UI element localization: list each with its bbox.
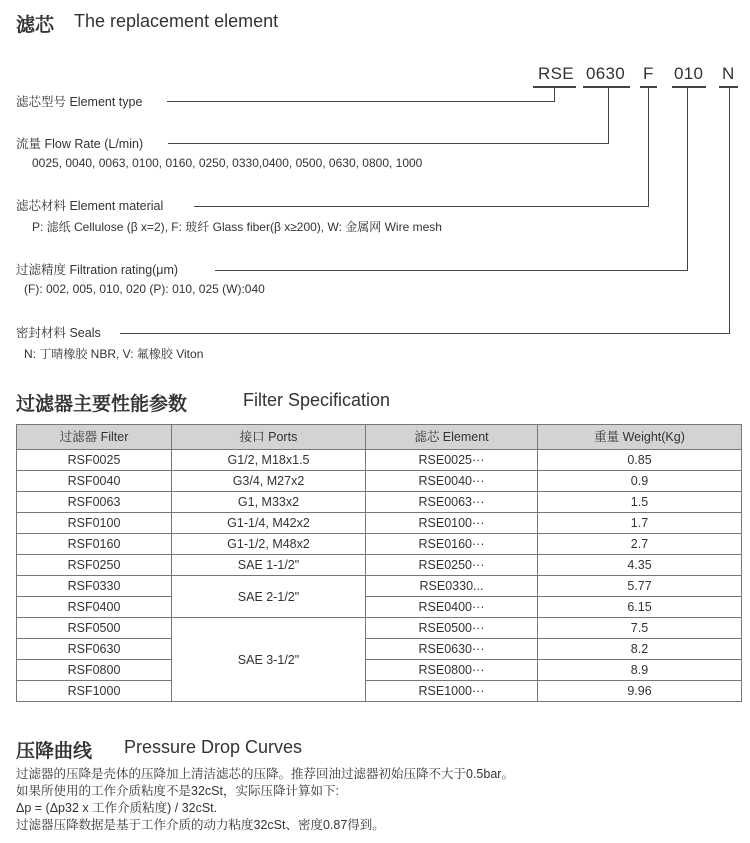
weight-cell: 0.9 xyxy=(538,471,742,492)
table-row xyxy=(17,639,742,660)
weight-cell: 1.5 xyxy=(538,492,742,513)
element-material-leader-v xyxy=(648,87,649,207)
spec-table xyxy=(16,424,742,702)
element-cell: RSE0063··· xyxy=(366,492,538,513)
weight-cell: 8.9 xyxy=(538,660,742,681)
element-material-values: P: 滤纸 Cellulose (β x=2), F: 玻纤 Glass fiber(β x≥200), W: 金属网 Wire mesh xyxy=(32,220,442,234)
port-cell: SAE 3-1/2" xyxy=(172,618,366,702)
element-cell: RSE0330... xyxy=(366,576,538,597)
pressure-text-line-4: 过滤器压降数据是基于工作介质的动力粘度32cSt、密度0.87得到。 xyxy=(16,818,385,832)
code-series: RSE xyxy=(538,64,574,83)
filter-cell: RSF0630 xyxy=(17,639,172,660)
port-cell: SAE 1-1/2" xyxy=(172,555,366,576)
header-weight: 重量 Weight(Kg) xyxy=(538,425,742,450)
table-row xyxy=(17,618,742,639)
element-cell: RSE0800··· xyxy=(366,660,538,681)
weight-cell: 0.85 xyxy=(538,450,742,471)
filtration-rating-values: (F): 002, 005, 010, 020 (P): 010, 025 (W):040 xyxy=(24,282,265,296)
filter-cell: RSF0040 xyxy=(17,471,172,492)
port-cell: SAE 2-1/2" xyxy=(172,576,366,618)
weight-cell: 7.5 xyxy=(538,618,742,639)
weight-cell: 5.77 xyxy=(538,576,742,597)
port-cell: G1-1/2, M48x2 xyxy=(172,534,366,555)
filtration-rating-leader xyxy=(215,270,687,271)
pressure-title-cn: 压降曲线 xyxy=(16,741,93,762)
flow-rate-leader xyxy=(168,143,608,144)
element-material-leader xyxy=(194,206,648,207)
seals-leader xyxy=(120,333,729,334)
table-row xyxy=(17,576,742,597)
code-size: 0630 xyxy=(586,64,626,83)
weight-cell: 4.35 xyxy=(538,555,742,576)
section-title-cn: 滤芯 xyxy=(16,15,55,36)
port-cell: G1, M33x2 xyxy=(172,492,366,513)
filter-cell: RSF0330 xyxy=(17,576,172,597)
port-cell: G3/4, M27x2 xyxy=(172,471,366,492)
filter-cell: RSF1000 xyxy=(17,681,172,702)
table-row xyxy=(17,492,742,513)
code-seal: N xyxy=(722,64,735,83)
spec-title-en: Filter Specification xyxy=(243,390,391,410)
spec-title-cn: 过滤器主要性能参数 xyxy=(16,394,188,415)
code-rating: 010 xyxy=(674,64,704,83)
filter-cell: RSF0160 xyxy=(17,534,172,555)
weight-cell: 9.96 xyxy=(538,681,742,702)
element-cell: RSE0100··· xyxy=(366,513,538,534)
filter-cell: RSF0100 xyxy=(17,513,172,534)
element-material-label: 滤芯材料 Element material xyxy=(16,199,164,213)
pressure-text-line-2: 如果所使用的工作介质粘度不是32cSt，实际压降计算如下: xyxy=(16,784,339,798)
table-row xyxy=(17,555,742,576)
code-size-underline xyxy=(583,86,630,88)
flow-rate-values: 0025, 0040, 0063, 0100, 0160, 0250, 0330,0400, 0500, 0630, 0800, 1000 xyxy=(32,156,423,170)
element-cell: RSE0400··· xyxy=(366,597,538,618)
element-cell: RSE0500··· xyxy=(366,618,538,639)
header-element: 滤芯 Element xyxy=(366,425,538,450)
table-row xyxy=(17,513,742,534)
element-cell: RSE1000··· xyxy=(366,681,538,702)
seals-leader-v xyxy=(729,87,730,334)
element-cell: RSE0040··· xyxy=(366,471,538,492)
seals-label: 密封材料 Seals xyxy=(16,326,101,340)
element-cell: RSE0025··· xyxy=(366,450,538,471)
header-filter: 过滤器 Filter xyxy=(17,425,172,450)
element-cell: RSE0250··· xyxy=(366,555,538,576)
filter-cell: RSF0800 xyxy=(17,660,172,681)
seals-values: N: 丁晴橡胶 NBR, V: 氟橡胶 Viton xyxy=(24,347,204,361)
filter-cell: RSF0025 xyxy=(17,450,172,471)
port-cell: G1-1/4, M42x2 xyxy=(172,513,366,534)
table-row xyxy=(17,681,742,702)
table-row xyxy=(17,471,742,492)
filtration-rating-label: 过滤精度 Filtration rating(μm) xyxy=(16,263,179,277)
port-cell: G1/2, M18x1.5 xyxy=(172,450,366,471)
table-row xyxy=(17,660,742,681)
pressure-text-line-1: 过滤器的压降是壳体的压降加上清洁滤芯的压降。推荐回油过滤器初始压降不大于0.5bar。 xyxy=(16,767,514,781)
pressure-title-en: Pressure Drop Curves xyxy=(124,737,303,757)
table-row xyxy=(17,597,742,618)
element-type-label: 滤芯型号 Element type xyxy=(16,95,143,109)
element-cell: RSE0160··· xyxy=(366,534,538,555)
flow-rate-label: 流量 Flow Rate (L/min) xyxy=(16,137,144,151)
table-row xyxy=(17,534,742,555)
filter-cell: RSF0250 xyxy=(17,555,172,576)
spec-header-row xyxy=(17,425,742,450)
code-material: F xyxy=(643,64,654,83)
code-rating-underline xyxy=(672,86,706,88)
table-row xyxy=(17,450,742,471)
filter-cell: RSF0500 xyxy=(17,618,172,639)
filtration-rating-leader-v xyxy=(687,87,688,271)
header-ports: 接口 Ports xyxy=(172,425,366,450)
flow-rate-leader-v xyxy=(608,87,609,144)
pressure-formula: Δp = (Δp32 x 工作介质粘度) / 32cSt. xyxy=(16,801,218,815)
element-type-leader xyxy=(167,101,554,102)
weight-cell: 1.7 xyxy=(538,513,742,534)
filter-cell: RSF0063 xyxy=(17,492,172,513)
filter-cell: RSF0400 xyxy=(17,597,172,618)
element-cell: RSE0630··· xyxy=(366,639,538,660)
element-type-leader-v xyxy=(554,87,555,102)
weight-cell: 6.15 xyxy=(538,597,742,618)
weight-cell: 2.7 xyxy=(538,534,742,555)
weight-cell: 8.2 xyxy=(538,639,742,660)
section-title-en: The replacement element xyxy=(74,11,279,31)
